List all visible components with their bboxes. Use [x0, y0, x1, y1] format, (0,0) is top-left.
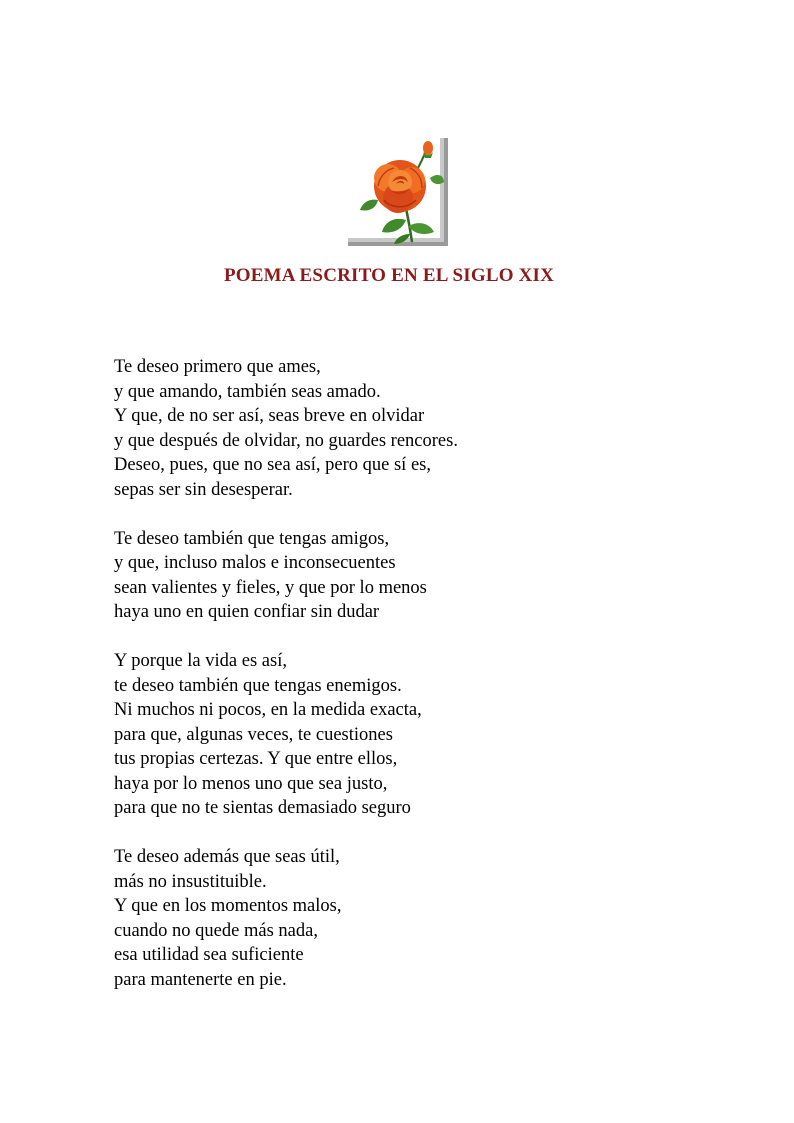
poem-line: y que, incluso malos e inconsecuentes [114, 553, 396, 573]
poem-line: Te deseo además que seas útil, [114, 847, 340, 867]
poem-stanza [114, 355, 754, 502]
poem-body [114, 355, 754, 1017]
poem-line: esa utilidad sea suficiente [114, 945, 304, 965]
page-title: POEMA ESCRITO EN EL SIGLO XIX [223, 265, 555, 286]
poem-line: Y porque la vida es así, [114, 651, 287, 671]
poem-line: Y que, de no ser así, seas breve en olvidar [114, 406, 425, 426]
poem-line: haya por lo menos uno que sea justo, [114, 773, 388, 794]
poem-line: cuando no quede más nada, [114, 920, 318, 941]
poem-line: Te deseo primero que ames, [114, 357, 321, 377]
poem-line: para que, algunas veces, te cuestiones [114, 724, 393, 745]
poem-line: Ni muchos ni pocos, en la medida exacta, [114, 700, 422, 720]
poem-line: sean valientes y fieles, y que por lo menos [114, 577, 427, 598]
rose-icon [348, 138, 448, 246]
poem-line: Te deseo también que tengas amigos, [114, 528, 390, 549]
poem-line: tus propias certezas. Y que entre ellos, [114, 749, 398, 769]
poem-line: para que no te sientas demasiado seguro [114, 798, 411, 818]
rose-illustration [348, 138, 448, 246]
poem-stanza [114, 845, 754, 992]
poem-line: sepas ser sin desesperar. [114, 479, 293, 500]
poem-stanza [114, 649, 754, 821]
poem-line: y que amando, también seas amado. [114, 381, 381, 402]
poem-line: Y que en los momentos malos, [114, 896, 342, 916]
poem-line: haya uno en quien confiar sin dudar [114, 602, 380, 622]
poem-line: más no insustituible. [114, 871, 267, 892]
poem-line: para mantenerte en pie. [114, 969, 287, 990]
poem-line: Deseo, pues, que no sea así, pero que sí es, [114, 455, 431, 475]
poem-stanza [114, 527, 754, 625]
poem-line: te deseo también que tengas enemigos. [114, 675, 402, 696]
poem-line: y que después de olvidar, no guardes rencores. [114, 430, 458, 451]
